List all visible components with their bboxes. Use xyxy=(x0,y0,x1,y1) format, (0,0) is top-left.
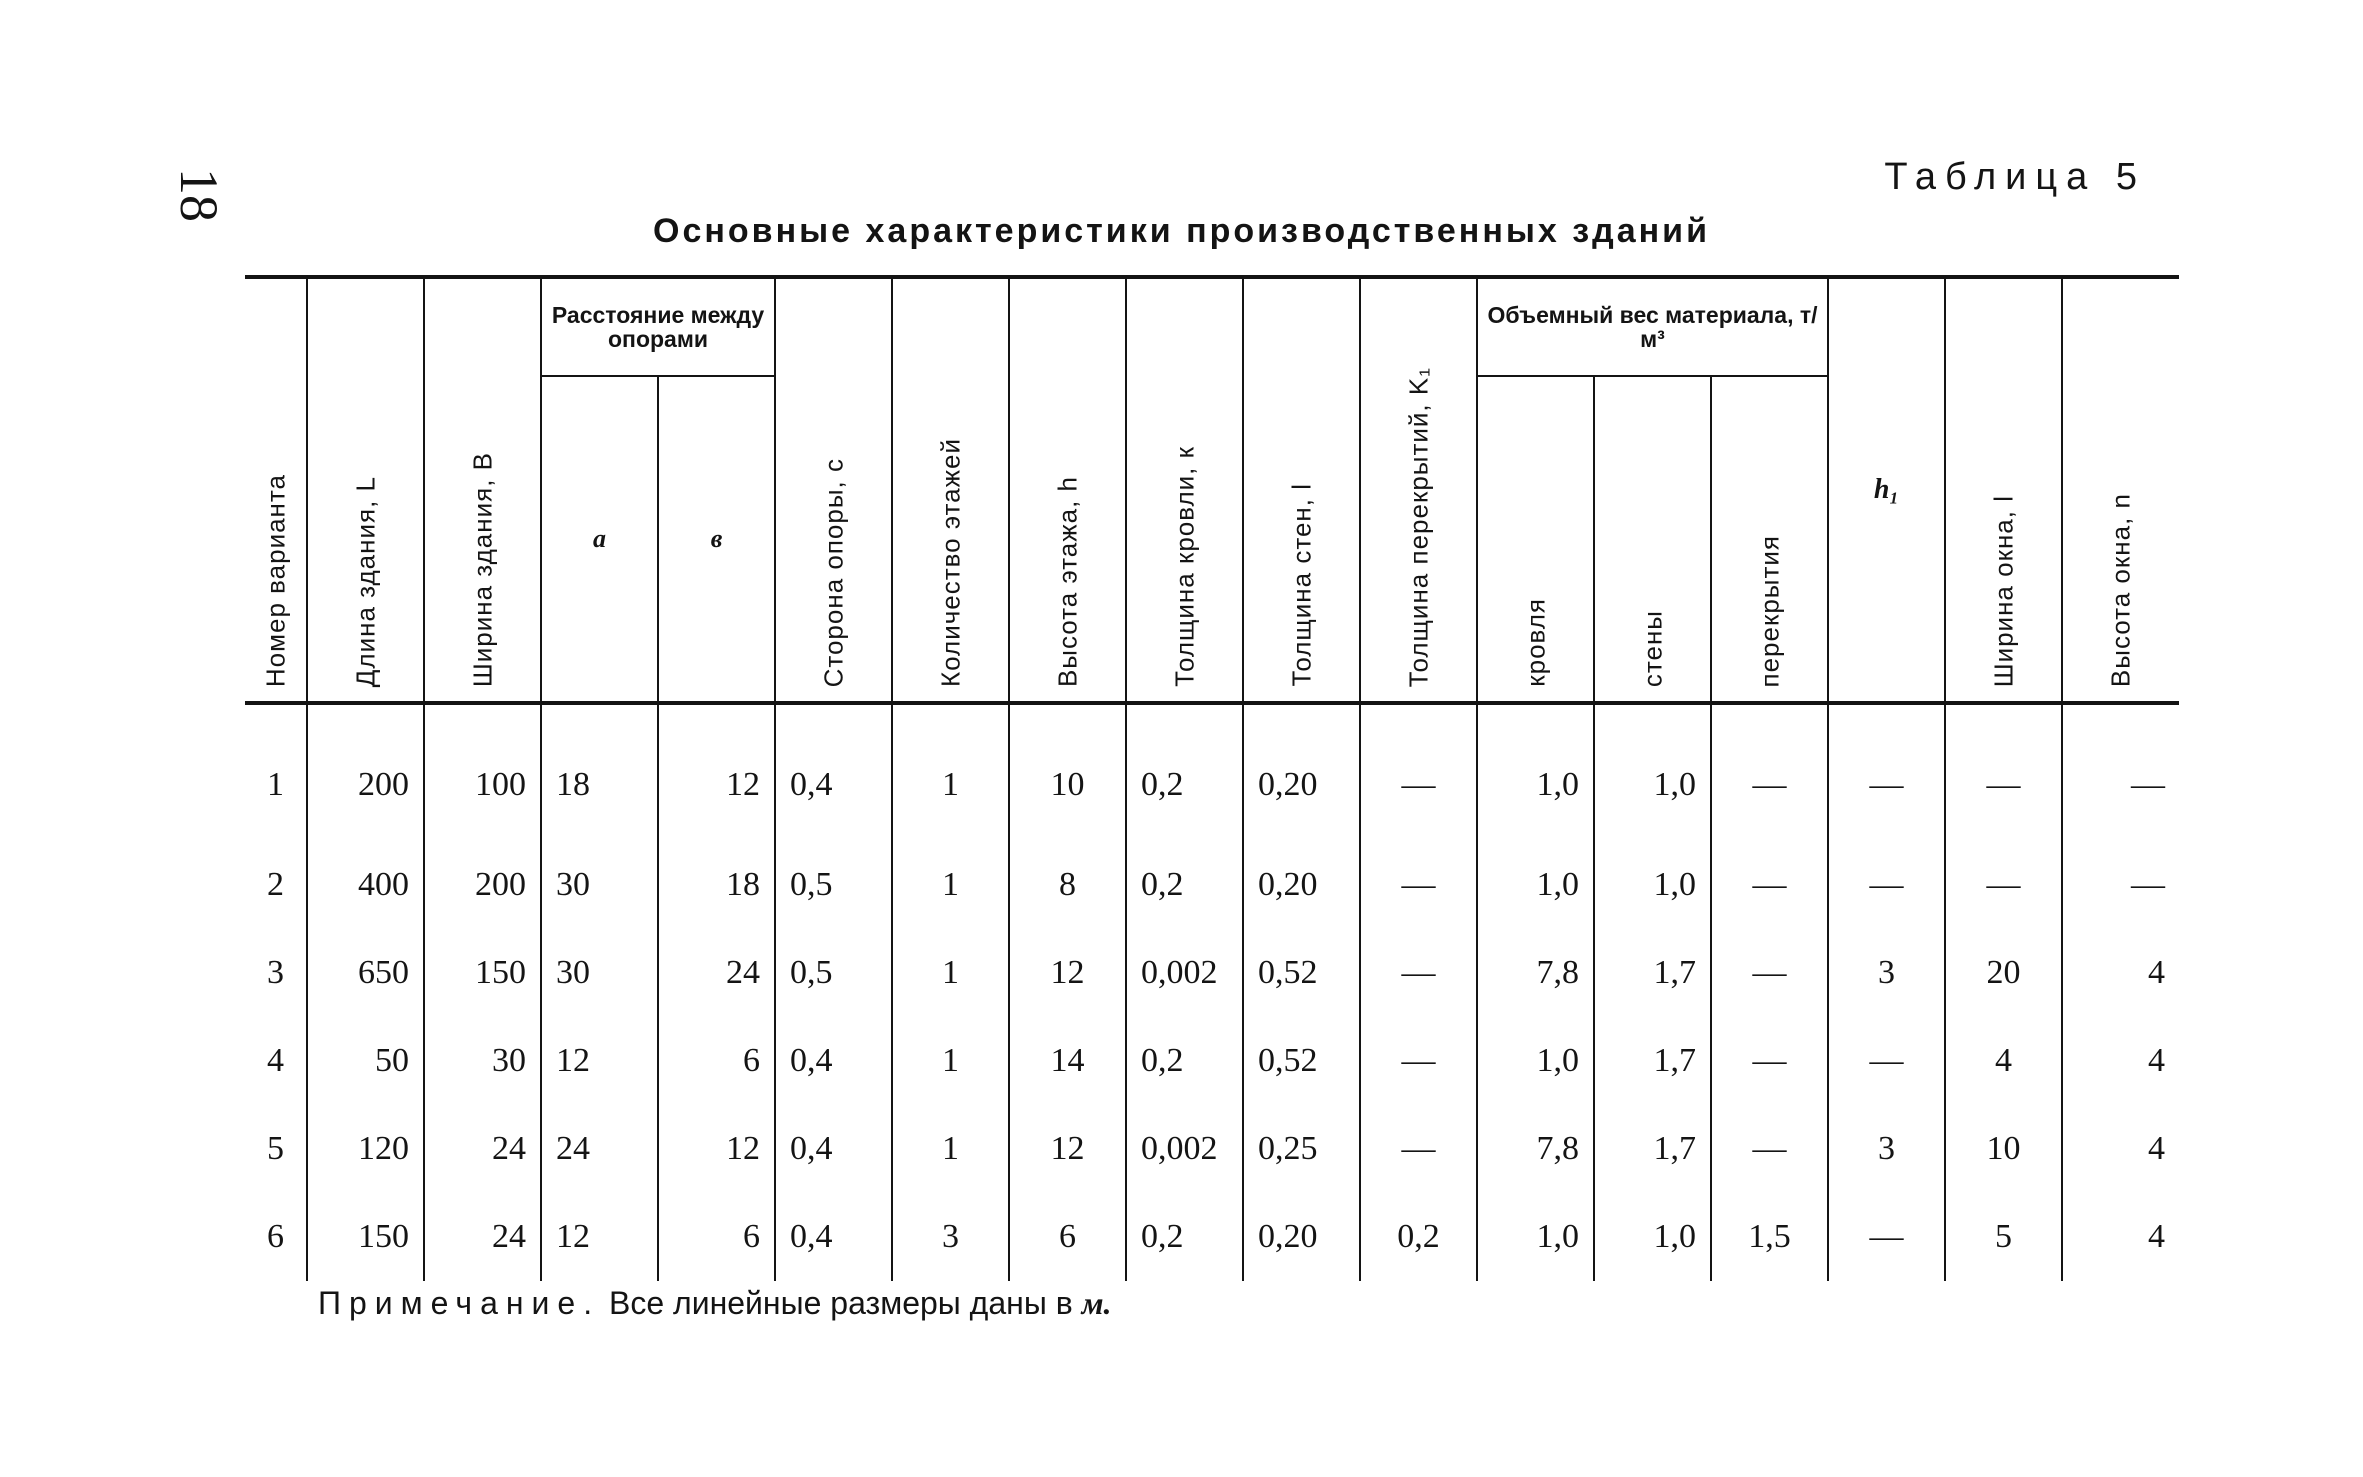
cell: — xyxy=(2062,703,2179,841)
cell: 0,002 xyxy=(1126,1105,1243,1193)
cell: 4 xyxy=(2062,1193,2179,1281)
cell: 0,4 xyxy=(775,1193,892,1281)
cell: 0,2 xyxy=(1126,841,1243,929)
cell: 0,5 xyxy=(775,929,892,1017)
cell: 1,0 xyxy=(1594,841,1711,929)
cell: 4 xyxy=(2062,1105,2179,1193)
cell: 1 xyxy=(892,1017,1009,1105)
cell: — xyxy=(1945,841,2062,929)
cell: 0,2 xyxy=(1126,703,1243,841)
cell: 20 xyxy=(1945,929,2062,1017)
cell: 400 xyxy=(307,841,424,929)
cell: 0,2 xyxy=(1360,1193,1477,1281)
cell: 6 xyxy=(1009,1193,1126,1281)
cell: 1,7 xyxy=(1594,929,1711,1017)
cell: 0,2 xyxy=(1126,1017,1243,1105)
cell: 0,20 xyxy=(1243,1193,1360,1281)
cell: 3 xyxy=(1828,1105,1945,1193)
cell: 7,8 xyxy=(1477,929,1594,1017)
cell: 1,0 xyxy=(1594,703,1711,841)
cell: 1 xyxy=(892,703,1009,841)
cell: 4 xyxy=(1945,1017,2062,1105)
cell: 150 xyxy=(307,1193,424,1281)
cell: 0,52 xyxy=(1243,1017,1360,1105)
cell: 12 xyxy=(658,703,775,841)
col-slab-thickness: Толщина перекрытий, K₁ xyxy=(1360,277,1477,703)
note-text: Все линейные размеры даны в xyxy=(609,1285,1073,1321)
col-width: Ширина здания, B xyxy=(424,277,541,703)
col-floor-height: Высота этажа, h xyxy=(1009,277,1126,703)
col-support-side: Сторона опоры, c xyxy=(775,277,892,703)
cell: 3 xyxy=(892,1193,1009,1281)
cell: 12 xyxy=(1009,1105,1126,1193)
cell: 6 xyxy=(658,1017,775,1105)
cell: 0,4 xyxy=(775,703,892,841)
cell: 24 xyxy=(658,929,775,1017)
cell: 24 xyxy=(541,1105,658,1193)
table-row xyxy=(245,1105,2179,1193)
cell: 6 xyxy=(245,1193,307,1281)
cell: — xyxy=(1828,1193,1945,1281)
cell: 1,0 xyxy=(1477,1017,1594,1105)
cell: 1,0 xyxy=(1594,1193,1711,1281)
cell: — xyxy=(2062,841,2179,929)
cell: — xyxy=(1828,1017,1945,1105)
table-header xyxy=(245,277,2179,703)
table-title: Основные характеристики производственных зданий xyxy=(653,212,1710,250)
cell: 100 xyxy=(424,703,541,841)
cell: 5 xyxy=(1945,1193,2062,1281)
cell: 0,5 xyxy=(775,841,892,929)
cell: — xyxy=(1360,1105,1477,1193)
cell: 200 xyxy=(424,841,541,929)
table-row xyxy=(245,703,2179,841)
cell: 120 xyxy=(307,1105,424,1193)
col-window-width: Ширина окна, l xyxy=(1945,277,2062,703)
page-number: 18 xyxy=(169,168,229,222)
cell: 8 xyxy=(1009,841,1126,929)
cell: 3 xyxy=(245,929,307,1017)
cell: 12 xyxy=(541,1017,658,1105)
cell: — xyxy=(1360,703,1477,841)
cell: 12 xyxy=(1009,929,1126,1017)
table-row xyxy=(245,841,2179,929)
cell: 10 xyxy=(1009,703,1126,841)
cell: — xyxy=(1360,1017,1477,1105)
table-row xyxy=(245,1193,2179,1281)
cell: 1 xyxy=(892,929,1009,1017)
cell: 0,002 xyxy=(1126,929,1243,1017)
col-group-density: Объемный вес материала, т/м³ xyxy=(1477,277,1828,376)
cell: 12 xyxy=(658,1105,775,1193)
table-body xyxy=(245,703,2179,1281)
cell: 4 xyxy=(245,1017,307,1105)
cell: 0,25 xyxy=(1243,1105,1360,1193)
cell: 1 xyxy=(245,703,307,841)
characteristics-table xyxy=(245,275,2179,1281)
table-label: Таблица 5 xyxy=(1884,156,2146,198)
cell: 0,2 xyxy=(1126,1193,1243,1281)
cell: 1 xyxy=(892,1105,1009,1193)
cell: 1 xyxy=(892,841,1009,929)
cell: 150 xyxy=(424,929,541,1017)
cell: 0,20 xyxy=(1243,841,1360,929)
cell: 1,5 xyxy=(1711,1193,1828,1281)
col-density-slabs: перекрытия xyxy=(1711,376,1828,703)
col-roof-thickness: Толщина кровли, к xyxy=(1126,277,1243,703)
cell: 1,0 xyxy=(1477,841,1594,929)
cell: 0,4 xyxy=(775,1017,892,1105)
cell: 1,0 xyxy=(1477,1193,1594,1281)
cell: 0,20 xyxy=(1243,703,1360,841)
cell: 4 xyxy=(2062,929,2179,1017)
cell: — xyxy=(1360,929,1477,1017)
cell: 3 xyxy=(1828,929,1945,1017)
col-span-a: a xyxy=(541,376,658,703)
col-wall-thickness: Толщина стен, l xyxy=(1243,277,1360,703)
table-row xyxy=(245,929,2179,1017)
cell: 2 xyxy=(245,841,307,929)
cell: 6 xyxy=(658,1193,775,1281)
cell: 200 xyxy=(307,703,424,841)
col-floors: Количество этажей xyxy=(892,277,1009,703)
cell: 1,7 xyxy=(1594,1017,1711,1105)
cell: 24 xyxy=(424,1105,541,1193)
col-group-span: Расстояние между опорами xyxy=(541,277,775,376)
cell: 50 xyxy=(307,1017,424,1105)
cell: — xyxy=(1945,703,2062,841)
cell: — xyxy=(1360,841,1477,929)
cell: 10 xyxy=(1945,1105,2062,1193)
cell: 18 xyxy=(541,703,658,841)
cell: 14 xyxy=(1009,1017,1126,1105)
cell: — xyxy=(1711,841,1828,929)
col-density-walls: стены xyxy=(1594,376,1711,703)
cell: 0,52 xyxy=(1243,929,1360,1017)
cell: 1,0 xyxy=(1477,703,1594,841)
note-unit: м. xyxy=(1081,1285,1112,1321)
cell: 0,4 xyxy=(775,1105,892,1193)
cell: — xyxy=(1828,703,1945,841)
cell: — xyxy=(1711,703,1828,841)
cell: — xyxy=(1828,841,1945,929)
cell: 30 xyxy=(541,841,658,929)
cell: — xyxy=(1711,1017,1828,1105)
cell: 24 xyxy=(424,1193,541,1281)
note-label: Примечание. xyxy=(318,1285,601,1321)
table-row xyxy=(245,1017,2179,1105)
col-variant: Номер варианта xyxy=(245,277,307,703)
table-note xyxy=(318,1285,1112,1322)
cell: 4 xyxy=(2062,1017,2179,1105)
cell: — xyxy=(1711,1105,1828,1193)
cell: 1,7 xyxy=(1594,1105,1711,1193)
col-density-roof: кровля xyxy=(1477,376,1594,703)
cell: 18 xyxy=(658,841,775,929)
cell: 12 xyxy=(541,1193,658,1281)
cell: 7,8 xyxy=(1477,1105,1594,1193)
cell: 30 xyxy=(424,1017,541,1105)
col-span-b: в xyxy=(658,376,775,703)
col-h1: h₁ xyxy=(1828,277,1945,703)
cell: 30 xyxy=(541,929,658,1017)
cell: 650 xyxy=(307,929,424,1017)
cell: 5 xyxy=(245,1105,307,1193)
cell: — xyxy=(1711,929,1828,1017)
col-length: Длина здания, L xyxy=(307,277,424,703)
col-window-height: Высота окна, n xyxy=(2062,277,2179,703)
